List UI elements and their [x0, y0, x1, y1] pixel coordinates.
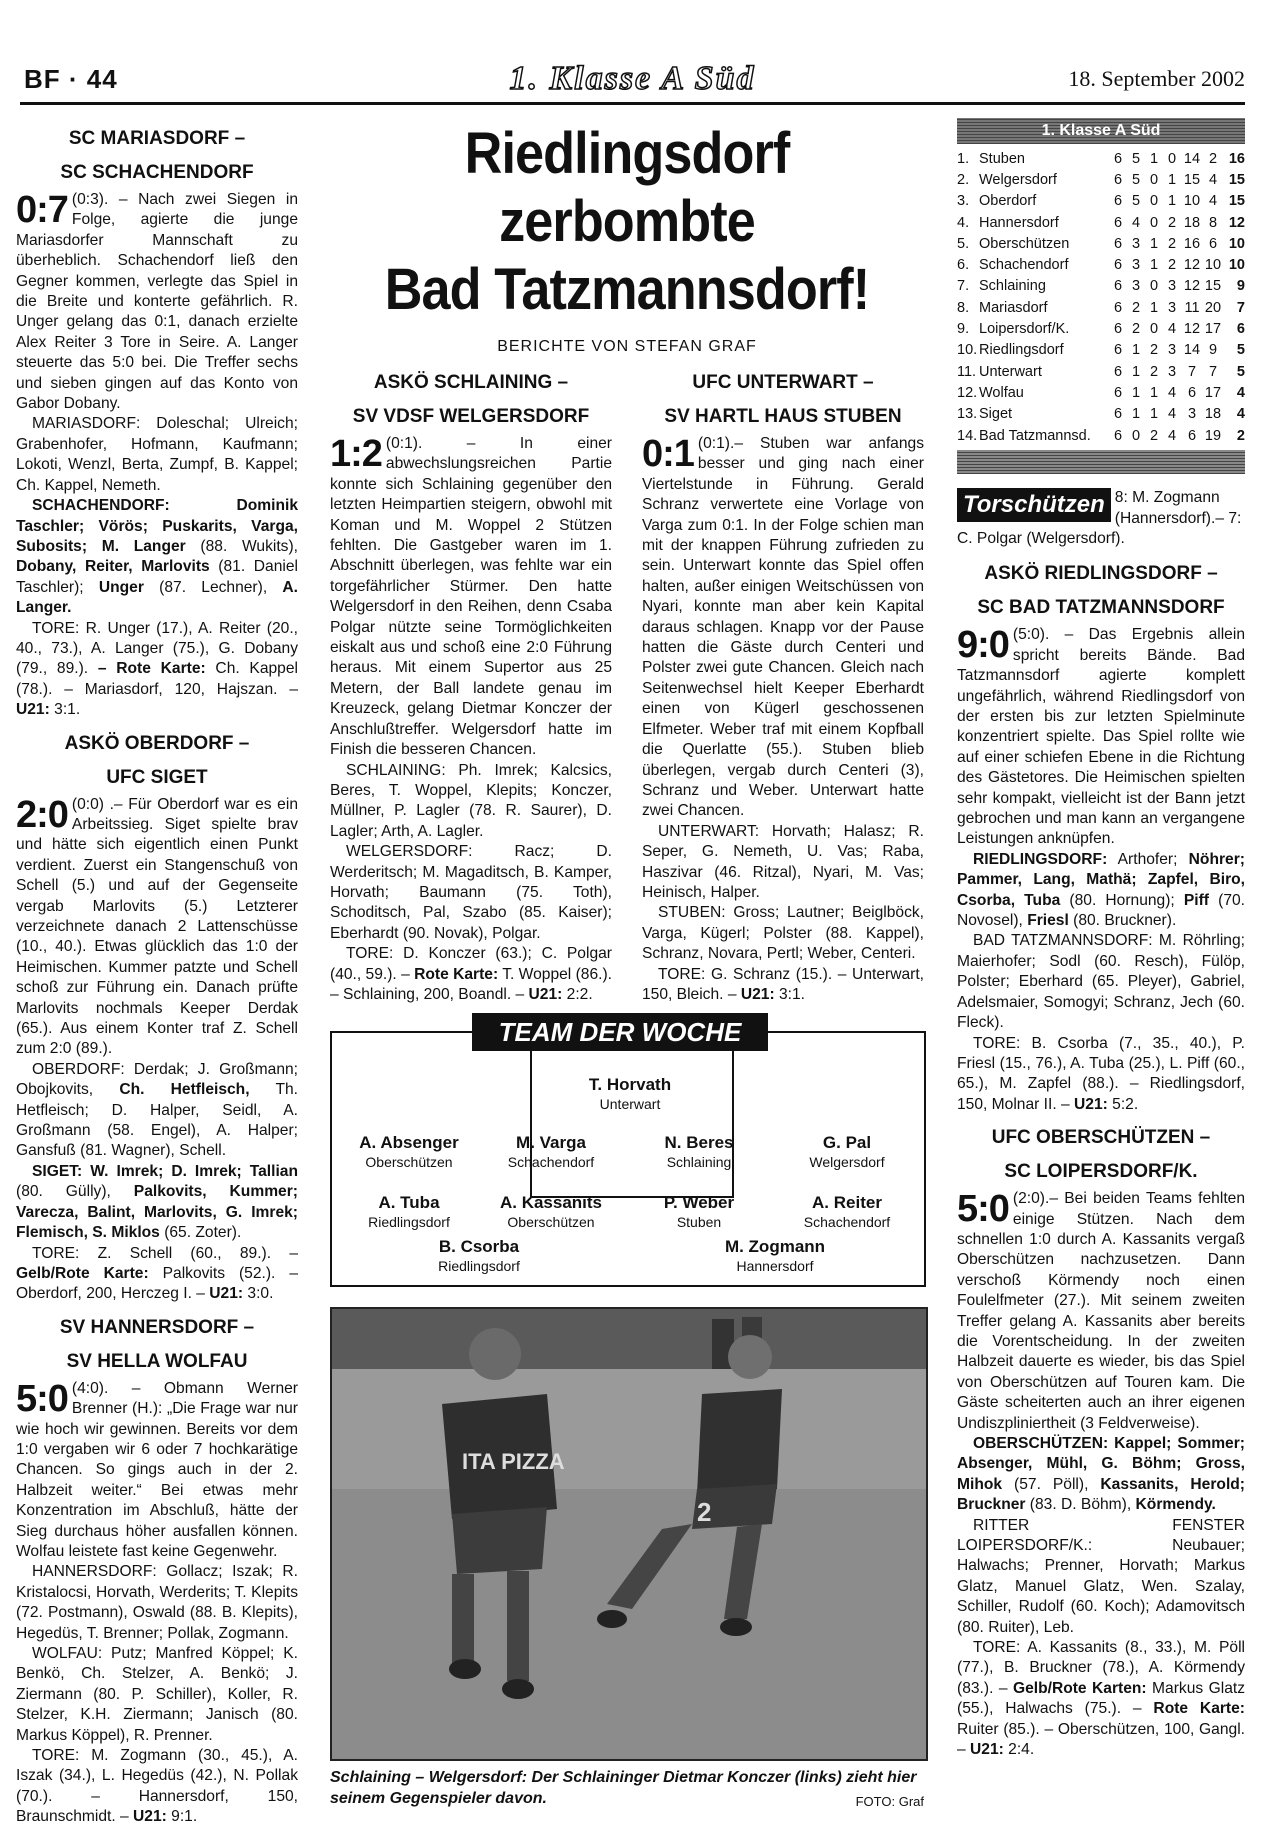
- table-cell: Unterwart: [979, 363, 1042, 380]
- player-card: G. Pal Welgersdorf: [809, 1133, 885, 1171]
- issue-date: 18. September 2002: [1068, 66, 1245, 91]
- table-cell: 3: [1131, 257, 1141, 274]
- table-cell: 5: [1131, 171, 1141, 188]
- table-cell: 5: [1236, 342, 1245, 359]
- table-cell: 2: [1167, 214, 1177, 231]
- player-card: M. Varga Schachendorf: [507, 1133, 595, 1171]
- table-cell: 17: [1204, 321, 1222, 338]
- table-row: [957, 382, 1245, 403]
- table-cell: 1: [1149, 235, 1159, 252]
- table-cell: 2: [1131, 321, 1141, 338]
- table-cell: 5: [1131, 150, 1141, 167]
- table-cell: 18: [1183, 214, 1201, 231]
- match-report: [16, 1311, 298, 1828]
- table-row: [957, 297, 1245, 318]
- table-row: [957, 276, 1245, 297]
- table-cell: 9: [1236, 278, 1245, 295]
- table-cell: 11: [1184, 299, 1200, 316]
- match-report: [957, 557, 1245, 1115]
- soccer-photo-illustration: [332, 1309, 926, 1759]
- table-cell: 1: [1149, 384, 1159, 401]
- section-title: 1. Klasse A Süd: [509, 60, 756, 97]
- table-cell: 0: [1149, 214, 1159, 231]
- table-cell: 1: [1167, 193, 1177, 210]
- table-cell: 6: [1113, 299, 1123, 316]
- table-cell: 4: [1208, 193, 1218, 210]
- match-score: 5:0: [16, 1377, 68, 1420]
- photo-caption: Schlaining – Welgersdorf: Der Schlaininger Dietmar Konczer (links) zieht hier seinem Gegenspieler davon. FOTO: Graf: [330, 1769, 924, 1810]
- table-cell: 12: [1228, 214, 1245, 231]
- byline: BERICHTE VON STEFAN GRAF: [497, 338, 757, 355]
- svg-text:2: 2: [697, 1497, 712, 1528]
- table-cell: 1: [1149, 406, 1159, 423]
- table-cell: 1.: [957, 150, 970, 167]
- table-cell: 6: [1113, 427, 1123, 444]
- table-cell: 2: [1149, 363, 1159, 380]
- table-cell: 1: [1149, 150, 1159, 167]
- match-score: 0:7: [16, 189, 68, 231]
- top-scorers-text: 8: M. Zogmann (Hannersdorf).– 7: C. Polgar (Welgersdorf).: [957, 489, 1242, 547]
- table-cell: 12: [1183, 257, 1201, 274]
- match-title: ASKÖ RIEDLINGSDORF – SC BAD TATZMANNSDORF: [977, 563, 1225, 619]
- table-cell: 6: [1113, 342, 1123, 359]
- table-cell: 3: [1167, 299, 1177, 316]
- league-table: [957, 118, 1245, 474]
- table-cell: 1: [1131, 363, 1141, 380]
- table-cell: 2: [1149, 342, 1159, 359]
- player-card: A. Reiter Schachendorf: [803, 1193, 891, 1231]
- table-cell: 15: [1228, 171, 1245, 188]
- match-title: SV HANNERSDORF – SV HELLA WOLFAU: [59, 1316, 255, 1372]
- table-cell: 0: [1149, 278, 1159, 295]
- table-cell: 6: [1113, 384, 1123, 401]
- table-cell: 0: [1149, 321, 1159, 338]
- match-title: ASKÖ OBERDORF – UFC SIGET: [64, 732, 250, 788]
- match-report: [957, 1121, 1245, 1760]
- table-cell: 10: [1228, 257, 1245, 274]
- table-row: [957, 425, 1245, 446]
- team-of-the-week-title: TEAM DER WOCHE: [472, 1013, 768, 1051]
- table-row: [957, 148, 1245, 169]
- match-report: [330, 362, 612, 1005]
- table-cell: 10: [1183, 193, 1201, 210]
- table-cell: 3: [1167, 342, 1177, 359]
- table-cell: Schlaining: [979, 278, 1046, 295]
- table-cell: Loipersdorf/K.: [979, 321, 1070, 338]
- match-title: UFC UNTERWART – SV HARTL HAUS STUBEN: [664, 372, 902, 427]
- right-column: [957, 118, 1245, 1761]
- table-cell: 4: [1131, 214, 1141, 231]
- table-cell: 6: [1113, 150, 1123, 167]
- table-cell: 7: [1236, 299, 1245, 316]
- table-cell: 9.: [957, 321, 970, 338]
- table-cell: 2: [1167, 235, 1177, 252]
- match-text: 2:0 (0:0) .– Für Oberdorf war es ein Arbeitssieg. Siget spielte brav und hätte sich eigentlich einen Punkt verdient. Zuerst ein Stangenschuß von Schell (5.) und auf der Gegenseite vergab Marlovits (5.) Letzterer verzeichnete danach 2 Lattenschüsse (10., 40.). Etwas glücklich das 1:0 der Heimischen. Kummer patzte und Schell schoß zur Führung ein. Danach prüfte Marlovits nochmals Keeper Derdak (65.). Aus einem Konter traf Z. Schell zum 2:0 (89.). OBERDORF: Derdak; J. Großmann; Obojkovits, Ch. Hetfleisch, Th. Hetfleisch; D. Halper, Seidl, A. Großmann (58. Engel), A. Halper; Gansfuß (81. Wagner), Schell. SIGET: W. Imrek; D. Imrek; Tallian (80. Gülly), Palkovits, Kummer; Varecza, Balint, Marlovits, G. Imrek; Flemisch, S. Miklos (65. Zoter). TORE: Z. Schell (60., 89.). – Gelb/Rote Karte: Palkovits (52.). – Oberdorf, 200, Herczeg I. – U21: 3:0.: [16, 793, 298, 1303]
- table-cell: 15: [1228, 193, 1245, 210]
- table-cell: 3: [1167, 278, 1177, 295]
- table-cell: Oberschützen: [979, 235, 1070, 252]
- photo-credit: FOTO: Graf: [855, 1794, 924, 1810]
- table-cell: 18: [1204, 406, 1222, 423]
- center-reports: [330, 362, 924, 1005]
- table-cell: 2: [1131, 299, 1141, 316]
- svg-text:ITA PIZZA: ITA PIZZA: [462, 1449, 565, 1475]
- center-column: [330, 118, 924, 1809]
- table-cell: Siget: [979, 406, 1013, 423]
- top-scorers: [957, 488, 1245, 549]
- match-title: SC MARIASDORF – SC SCHACHENDORF: [60, 128, 254, 183]
- top-scorers-label: Torschützen: [957, 488, 1111, 522]
- table-cell: 6: [1113, 193, 1123, 210]
- table-row: [957, 318, 1245, 339]
- table-cell: Riedlingsdorf: [979, 342, 1064, 359]
- table-cell: 4: [1208, 171, 1218, 188]
- match-title: ASKÖ SCHLAINING – SV VDSF WELGERSDORF: [352, 372, 590, 427]
- table-cell: 5: [1131, 193, 1141, 210]
- table-row: [957, 233, 1245, 254]
- match-text: 0:7 (0:3). – Nach zwei Siegen in Folge, agierte die junge Mariasdorfer Mannschaft zu überheblich. Schachendorf ließ den Gegner kommen, verlegte das Spiel in die Breite und konterte gefährlich. R. Unger gelang das 0:1, danach erzielte Alex Reiter 3 Tore in Seire. A. Langer steuerte das 5:0 bei. Die Treffer sechs und sieben gingen auf das Konto von Gabor Dobany. MARIASDORF: Doleschal; Ulreich; Grabenhofer, Hofmann, Kaufmann; Lokoti, Wenzl, Berta, Zumpf, B. Kappel; Ch. Kappel, Nemeth. SCHACHENDORF: Dominik Taschler; Vörös; Puskarits, Varga, Subosits; M. Langer (88. Wukits), Dobany, Reiter, Marlovits (81. Daniel Taschler); Unger (87. Lechner), A. Langer. TORE: R. Unger (17.), A. Reiter (20., 40., 73.), A. Langer (75.), G. Dobany (79., 89.). – Rote Karte: Ch. Kappel (78.). – Mariasdorf, 120, Hajszan. – U21: 3:1.: [16, 189, 298, 719]
- table-row: [957, 212, 1245, 233]
- table-cell: 2: [1167, 257, 1177, 274]
- page-header: [20, 60, 1245, 100]
- table-cell: 5.: [957, 235, 970, 252]
- match-report: [16, 122, 298, 721]
- table-row: [957, 254, 1245, 275]
- table-cell: Hannersdorf: [979, 214, 1059, 231]
- table-cell: 7: [1187, 363, 1197, 380]
- match-score: 9:0: [957, 624, 1009, 667]
- table-cell: 9: [1208, 342, 1218, 359]
- league-table-footer: [957, 450, 1245, 474]
- table-cell: 10.: [957, 342, 978, 359]
- table-cell: Wolfau: [979, 384, 1024, 401]
- table-cell: 1: [1131, 384, 1141, 401]
- match-report: [642, 362, 924, 1005]
- table-cell: 4: [1167, 384, 1177, 401]
- table-cell: 2: [1236, 427, 1245, 444]
- player-card: M. Zogmann Hannersdorf: [724, 1237, 826, 1275]
- table-cell: 6: [1208, 235, 1218, 252]
- match-text: 0:1 (0:1).– Stuben war anfangs besser und ging nach einer Viertelstunde in Führung. Gerald Schranz verwertete eine Vorlage von Varga zum 0:1. In der Folge schien man mit der knappen Führung zufrieden zu sein. Unterwart konnte das Spiel offen halten, außer einigen Weitschüssen von Nyari, konnte man aber kein Kapital daraus schlagen. Knapp vor der Pause hatten die Gäste durch Centeri und Polster zwei gute Chancen. Gleich nach Seitenwechsel hielt Keeper Eberhardt einen von Kügerl geschossenen Elfmeter. Weber traf mit einem Kopfball die Querlatte (55.). Stuben blieb überlegen, vergab durch Centeri (3), Schranz und Weber. Unterwart hatte zwei Chancen. UNTERWART: Horvath; Halasz; R. Seper, G. Nemeth, U. Vas; Raba, Haszivar (46. Ritzal), Nyari, M. Vas; Heinisch, Halper. STUBEN: Gross; Lautner; Beiglböck, Varga, Kügerl; Polster (88. Kappel), Schranz, Novara, Pertl; Weber, Centeri. TORE: G. Schranz (15.). – Unterwart, 150, Bleich. – U21: 3:1.: [642, 433, 924, 1003]
- table-cell: 7.: [957, 278, 970, 295]
- table-cell: 6: [1187, 384, 1197, 401]
- table-cell: 1: [1149, 299, 1159, 316]
- table-cell: 4: [1167, 406, 1177, 423]
- table-cell: 16: [1183, 235, 1201, 252]
- table-cell: 4: [1236, 384, 1245, 401]
- match-title: UFC OBERSCHÜTZEN – SC LOIPERSDORF/K.: [991, 1127, 1211, 1183]
- table-cell: 2.: [957, 171, 970, 188]
- table-row: [957, 191, 1245, 212]
- match-score: 0:1: [642, 433, 694, 475]
- table-cell: Stuben: [979, 150, 1025, 167]
- page-number: BF · 44: [24, 64, 118, 94]
- table-cell: 6: [1113, 214, 1123, 231]
- table-row: [957, 169, 1245, 190]
- table-cell: 10: [1204, 257, 1222, 274]
- table-cell: 0: [1149, 171, 1159, 188]
- match-photo: [330, 1307, 928, 1761]
- league-table-title: 1. Klasse A Süd: [957, 118, 1245, 144]
- table-cell: 3: [1131, 278, 1141, 295]
- table-cell: 12: [1183, 321, 1201, 338]
- table-cell: 1: [1131, 406, 1141, 423]
- player-card: P. Weber Stuben: [663, 1193, 735, 1231]
- table-cell: 6: [1113, 406, 1123, 423]
- goal-box: [530, 1051, 734, 1198]
- table-cell: Mariasdorf: [979, 299, 1048, 316]
- headline: Riedlingsdorf zerbombte Bad Tatzmannsdorf!: [384, 121, 870, 322]
- table-cell: 0: [1131, 427, 1141, 444]
- team-of-the-week: [330, 1017, 926, 1287]
- match-score: 5:0: [957, 1188, 1009, 1231]
- table-cell: 5: [1236, 363, 1245, 380]
- table-cell: Schachendorf: [979, 257, 1069, 274]
- table-cell: 4: [1167, 321, 1177, 338]
- table-cell: 14: [1183, 342, 1201, 359]
- table-cell: 15: [1183, 171, 1201, 188]
- table-cell: 6: [1113, 235, 1123, 252]
- match-score: 2:0: [16, 793, 68, 836]
- player-card: T. Horvath Unterwart: [588, 1075, 672, 1113]
- table-cell: Bad Tatzmannsd.: [979, 427, 1091, 444]
- table-cell: 7: [1208, 363, 1218, 380]
- table-cell: 0: [1149, 193, 1159, 210]
- table-cell: 3: [1167, 363, 1177, 380]
- table-cell: 6: [1113, 257, 1123, 274]
- header-rule: [20, 102, 1245, 105]
- table-cell: 3: [1187, 406, 1197, 423]
- table-cell: 12: [1183, 278, 1201, 295]
- table-cell: 1: [1167, 171, 1177, 188]
- table-cell: 4: [1167, 427, 1177, 444]
- table-cell: 12.: [957, 384, 978, 401]
- table-row: [957, 361, 1245, 382]
- table-cell: 0: [1167, 150, 1177, 167]
- player-card: A. Absenger Oberschützen: [359, 1133, 459, 1171]
- player-card: A. Tuba Riedlingsdorf: [368, 1193, 450, 1231]
- player-card: B. Csorba Riedlingsdorf: [438, 1237, 520, 1275]
- left-column: [16, 118, 298, 1828]
- table-cell: 3: [1131, 235, 1141, 252]
- table-cell: 4: [1236, 406, 1245, 423]
- standings-table: [957, 148, 1245, 446]
- table-cell: 6: [1236, 321, 1245, 338]
- table-cell: 3.: [957, 193, 970, 210]
- match-report: [16, 727, 298, 1305]
- table-cell: 6: [1113, 278, 1123, 295]
- match-score: 1:2: [330, 433, 382, 475]
- table-cell: 6: [1187, 427, 1197, 444]
- table-cell: 20: [1204, 299, 1222, 316]
- table-cell: 11.: [957, 363, 977, 380]
- table-cell: 2: [1149, 427, 1159, 444]
- table-cell: Welgersdorf: [979, 171, 1057, 188]
- table-cell: 2: [1208, 150, 1218, 167]
- table-cell: 6.: [957, 257, 970, 274]
- table-cell: 10: [1228, 235, 1245, 252]
- table-row: [957, 404, 1245, 425]
- table-cell: 6: [1113, 321, 1123, 338]
- table-cell: 4.: [957, 214, 970, 231]
- match-text: 1:2 (0:1). – In einer abwechslungsreichen Partie konnte sich Schlaining gegenüber den letzten Heimpartien steigern, obwohl mit Koman und M. Woppel 2 Stützen fehlten. Die Gastgeber waren im 1. Abschnitt überlegen, was fehlte war ein torgefährlicher Stürmer. Den hatte Welgersdorf in den Reihen, denn Csaba Polgar nützte seine Tormöglichkeiten eiskalt aus und schoß eine 2:0 Führung heraus. Mit einem Supertor aus 25 Metern, der Ball landete genau im Kreuzeck, gelang Dietmar Konczer der Anschlußtreffer. Welgersdorf hatte im Finish die besseren Chancen. SCHLAINING: Ph. Imrek; Kalcsics, Beres, T. Woppel, Klepits; Konczer, Müllner, P. Lagler (78. R. Saurer), D. Lagler; Arth, A. Lagler. WELGERSDORF: Racz; D. Werderitsch; M. Magaditsch, B. Kamper, Horvath; Baumann (75. Toth), Schoditsch, Pal, Szabo (85. Kaiser); Eberhardt (90. Novak), Polgar. TORE: D. Konczer (63.); C. Polgar (40., 59.). – Rote Karte: T. Woppel (86.). – Schlaining, 200, Boandl. – U21: 2:2.: [330, 433, 612, 1003]
- player-card: A. Kassanits Oberschützen: [499, 1193, 603, 1231]
- table-cell: 8.: [957, 299, 970, 316]
- table-row: [957, 340, 1245, 361]
- table-cell: 8: [1208, 214, 1218, 231]
- table-cell: 16: [1228, 150, 1245, 167]
- table-cell: 19: [1204, 427, 1222, 444]
- table-cell: 13.: [957, 406, 978, 423]
- match-text: 9:0 (5:0). – Das Ergebnis allein spricht bereits Bände. Bad Tatzmannsdorf agierte komplett ungefährlich, während Riedlingsdorf von der ersten bis zur letzten Spielminute konzentriert spielte. Das Spiel rollte wie auf einer schiefen Ebene in die Richtung des Gästetores. Die Heimischen spielten sehr kompakt, vielleicht ist der Bann jetzt gebrochen und man kann an vergangene Leistungen anknüpfen. RIEDLINGSDORF: Arthofer; Nöhrer; Pammer, Lang, Mathä; Zapfel, Biro, Csorba, Tuba (80. Hornung); Piff (70. Novosel), Friesl (80. Bruckner). BAD TATZMANNSDORF: M. Röhrling; Maierhofer; Sodl (60. Resch), Fülöp, Polster; Eberhard (65. Pleyer), Gabriel, Adelsmaier, Somogyi; Schranz, Jech (60. Fleck). TORE: B. Csorba (7., 35., 40.), P. Friesl (15., 76.), A. Tuba (25.), L. Piff (60., 65.), M. Zapfel (88.). – Riedlingsdorf, 150, Molnar II. – U21: 5:2.: [957, 624, 1245, 1113]
- table-cell: 1: [1131, 342, 1141, 359]
- table-cell: 14: [1183, 150, 1201, 167]
- table-cell: 14.: [957, 427, 978, 444]
- player-card: N. Beres Schlaining: [664, 1133, 734, 1171]
- table-cell: 1: [1149, 257, 1159, 274]
- table-cell: 6: [1113, 363, 1123, 380]
- table-cell: 6: [1113, 171, 1123, 188]
- table-cell: Oberdorf: [979, 193, 1037, 210]
- table-cell: 15: [1204, 278, 1222, 295]
- match-text: 5:0 (4:0). – Obmann Werner Brenner (H.): „Die Frage war nur wie hoch wir gewinnen. Bereits vor dem 1:0 vergaben wir 6 oder 7 hochkarätige Chancen. So gings auch in der 2. Halbzeit weiter.“ Bei etwas mehr Konzentration im Abschluß, hätte der Sieg durchaus höher ausfallen können. Wolfau leistete fast keine Gegenwehr. HANNERSDORF: Gollacz; Iszak; R. Kristalocsi, Horvath, Werderits; T. Klepits (72. Postmann), Oswald (88. B. Klepits), Hegedüs, T. Brenner; Pollak, Zogmann. WOLFAU: Putz; Manfred Köppel; K. Benkö, Ch. Stelzer, A. Benkö; J. Ziermann (80. P. Schiller), Koller, R. Stelzer, K.H. Ziermann; Janisch (80. Markus Köppel), R. Prenner. TORE: M. Zogmann (30., 45.), A. Iszak (34.), L. Hegedüs (42.), N. Pollak (70.). – Hannersdorf, 150, Braunschmidt. – U21: 9:1.: [16, 1377, 298, 1826]
- match-text: 5:0 (2:0).– Bei beiden Teams fehlten einige Stützen. Nach dem schnellen 1:0 durch A. Kassanits vergaß Oberschützen nachzusetzen. Dann verschoß Körmendy noch einen Foulelfmeter (27.). Mit seinem zweiten Treffer gelang A. Kassanits aber bereits die Vorentscheidung. In der zweiten Halbzeit dauerte es wieder, bis das Spiel von Oberschützen auf Touren kam. Die Gäste scheiterten auch an ihrer eigenen Undiszpliniertheit (3 Feldverweise). OBERSCHÜTZEN: Kappel; Sommer; Absenger, Mühl, G. Böhm; Gross, Mihok (57. Pöll), Kassanits, Herold; Bruckner (83. D. Böhm), Körmendy. RITTER FENSTER LOIPERSDORF/K.: Neubauer; Halwachs; Prenner, Horvath; Markus Glatz, Manuel Glatz, Wen. Szalay, Schiller, Rudolf (60. Koch); Adamovitsch (80. Ruiter), Leb. TORE: A. Kassanits (8., 33.), M. Pöll (77.), B. Bruckner (78.), A. Körmendy (83.). – Gelb/Rote Karten: Markus Glatz (55.), Halwachs (75.). – Rote Karte: Ruiter (85.). – Oberschützen, 100, Gangl. – U21: 2:4.: [957, 1188, 1246, 1759]
- table-cell: 17: [1204, 384, 1222, 401]
